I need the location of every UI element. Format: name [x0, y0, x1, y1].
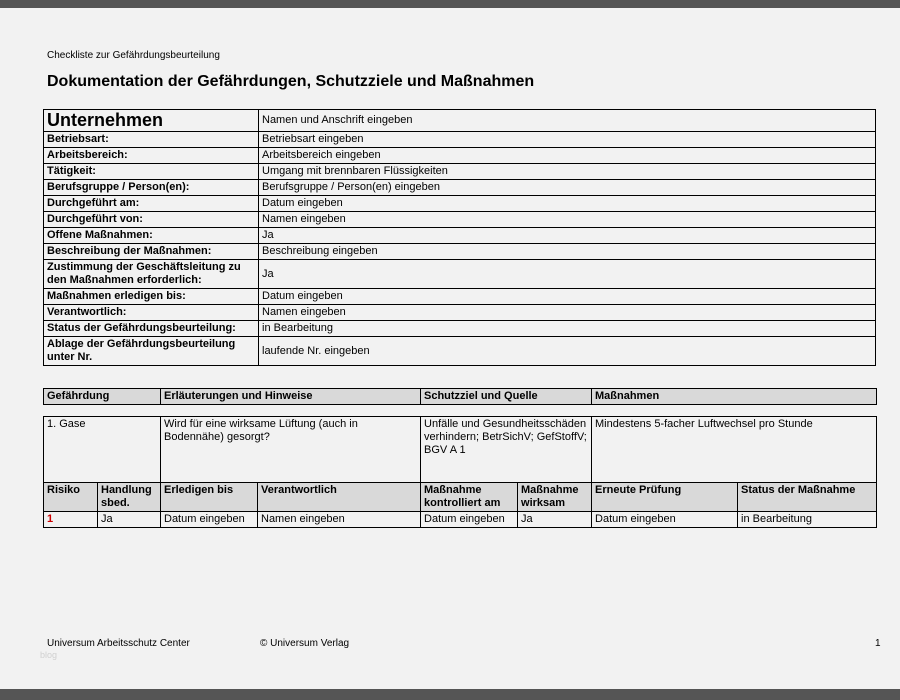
column-header: Maßnahmen — [592, 389, 877, 405]
hazard-header-table — [43, 388, 877, 405]
info-label: Arbeitsbereich: — [44, 148, 259, 164]
info-label: Beschreibung der Maßnahmen: — [44, 244, 259, 260]
info-value[interactable]: Umgang mit brennbaren Flüssigkeiten — [259, 164, 876, 180]
hazard-name[interactable]: 1. Gase — [44, 417, 161, 483]
info-label: Ablage der Gefährdungsbeurteilung unter Nr. — [44, 337, 259, 366]
info-label: Verantwortlich: — [44, 305, 259, 321]
risk-value[interactable]: 1 — [44, 512, 98, 528]
status-value[interactable]: Datum eingeben — [421, 512, 518, 528]
info-value[interactable]: Betriebsart eingeben — [259, 132, 876, 148]
status-header: Erledigen bis — [161, 483, 258, 512]
document-title: Dokumentation der Gefährdungen, Schutzziele und Maßnahmen — [47, 73, 535, 90]
info-label: Tätigkeit: — [44, 164, 259, 180]
info-value[interactable]: Beschreibung eingeben — [259, 244, 876, 260]
status-header: Maßnahme wirksam — [518, 483, 592, 512]
status-header: Risiko — [44, 483, 98, 512]
status-value[interactable]: Ja — [518, 512, 592, 528]
status-header: Erneute Prüfung — [592, 483, 738, 512]
info-label: Zustimmung der Geschäftsleitung zu den Maßnahmen erforderlich: — [44, 260, 259, 289]
hazard-explanation[interactable]: Wird für eine wirksame Lüftung (auch in Bodennähe) gesorgt? — [161, 417, 421, 483]
info-value[interactable]: Arbeitsbereich eingeben — [259, 148, 876, 164]
status-value[interactable]: Namen eingeben — [258, 512, 421, 528]
footer-center: © Universum Verlag — [260, 638, 350, 649]
info-label: Berufsgruppe / Person(en): — [44, 180, 259, 196]
info-label: Durchgeführt am: — [44, 196, 259, 212]
status-header: Verantwortlich — [258, 483, 421, 512]
hazard-measures[interactable]: Mindestens 5-facher Luftwechsel pro Stunde — [592, 417, 877, 483]
bottom-border — [0, 689, 900, 700]
column-header: Schutzziel und Quelle — [421, 389, 592, 405]
info-label: Maßnahmen erledigen bis: — [44, 289, 259, 305]
status-value[interactable]: Datum eingeben — [592, 512, 738, 528]
page-number: 1 — [875, 638, 881, 649]
hazard-protection-goal[interactable]: Unfälle und Gesundheitsschäden verhindern; BetrSichV; GefStoffV; BGV A 1 — [421, 417, 592, 483]
status-header: Handlung sbed. — [98, 483, 161, 512]
hazard-detail-table — [43, 416, 877, 528]
info-label: Status der Gefährdungsbeurteilung: — [44, 321, 259, 337]
info-value[interactable]: Datum eingeben — [259, 289, 876, 305]
info-value[interactable]: in Bearbeitung — [259, 321, 876, 337]
status-header: Status der Maßnahme — [738, 483, 877, 512]
info-value[interactable]: Namen eingeben — [259, 305, 876, 321]
info-label: Offene Maßnahmen: — [44, 228, 259, 244]
info-value[interactable]: Namen eingeben — [259, 212, 876, 228]
company-value[interactable]: Namen und Anschrift eingeben — [259, 110, 876, 132]
status-value[interactable]: in Bearbeitung — [738, 512, 877, 528]
info-label: Durchgeführt von: — [44, 212, 259, 228]
status-header: Maßnahme kontrolliert am — [421, 483, 518, 512]
footer-left: Universum Arbeitsschutz Center — [47, 638, 190, 649]
column-header: Gefährdung — [44, 389, 161, 405]
info-value[interactable]: Datum eingeben — [259, 196, 876, 212]
column-header: Erläuterungen und Hinweise — [161, 389, 421, 405]
info-value[interactable]: Ja — [259, 260, 876, 289]
info-value[interactable]: Berufsgruppe / Person(en) eingeben — [259, 180, 876, 196]
info-label: Betriebsart: — [44, 132, 259, 148]
info-value[interactable]: Ja — [259, 228, 876, 244]
company-label: Unternehmen — [44, 110, 259, 132]
watermark-text: blog — [40, 650, 58, 660]
status-value[interactable]: Ja — [98, 512, 161, 528]
top-border — [0, 0, 900, 8]
info-value[interactable]: laufende Nr. eingeben — [259, 337, 876, 366]
document-subtitle: Checkliste zur Gefährdungsbeurteilung — [47, 50, 220, 61]
status-value[interactable]: Datum eingeben — [161, 512, 258, 528]
info-table — [43, 109, 876, 366]
